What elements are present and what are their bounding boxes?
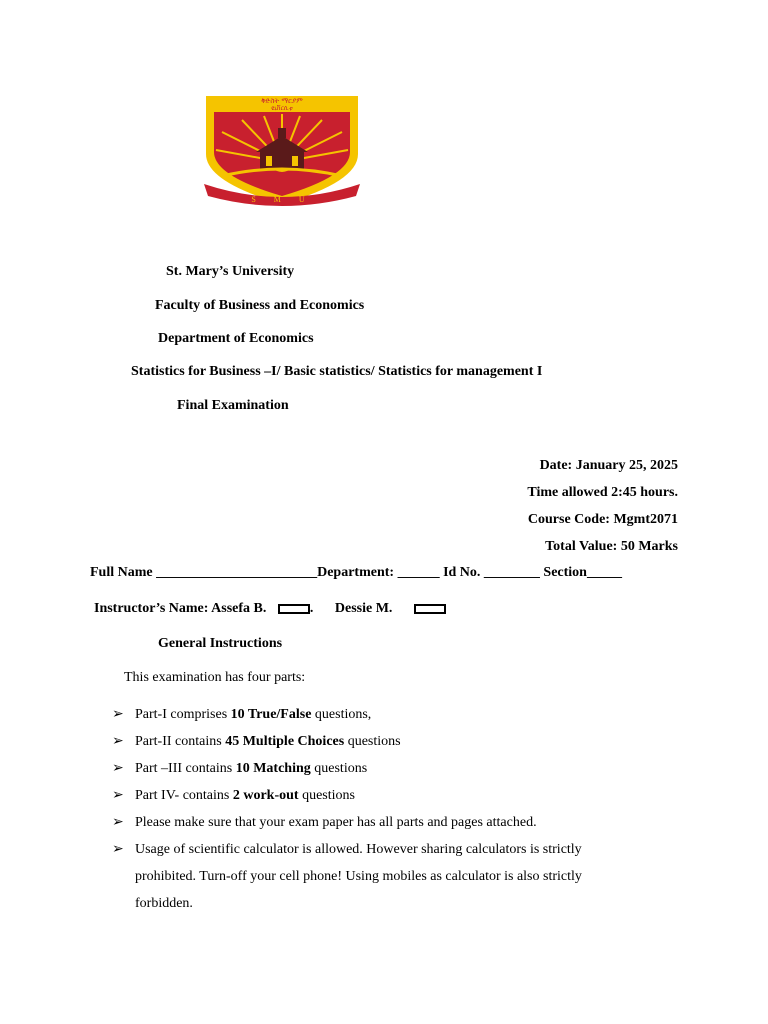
student-info-line: Full Name _______________________Department: ______ Id No. ________ Section_____ [90, 565, 622, 580]
course-title: Statistics for Business –I/ Basic statistics/ Statistics for management I [131, 364, 543, 379]
university-logo [202, 92, 362, 206]
arrow-bullet-icon: ➢ [112, 707, 124, 722]
instructor-checkbox-1[interactable] [278, 604, 310, 614]
instructor-line [94, 601, 446, 617]
arrow-bullet-icon: ➢ [112, 815, 124, 830]
arrow-bullet-icon: ➢ [112, 761, 124, 776]
list-item: ➢ Part-I comprises 10 True/False questions, [112, 701, 652, 728]
list-item: ➢ Part-II contains 45 Multiple Choices questions [112, 728, 652, 755]
list-item: ➢ Part IV- contains 2 work-out questions [112, 782, 652, 809]
instructor-dot: . [309, 601, 314, 616]
smu-crest-icon [202, 92, 362, 206]
arrow-bullet-icon: ➢ [112, 842, 124, 857]
logo-script-text: ቅድስት ማርያም [261, 97, 303, 105]
instructor-label: Instructor’s Name: Assefa B. [94, 601, 267, 616]
instructions-list [112, 701, 652, 917]
arrow-bullet-icon: ➢ [112, 734, 124, 749]
exam-title: Final Examination [177, 398, 289, 413]
instructor-second: Dessie M. [334, 601, 393, 616]
list-item: ➢ Please make sure that your exam paper has all parts and pages attached. [112, 809, 652, 836]
time-allowed: Time allowed 2:45 hours. [527, 485, 678, 500]
faculty-name: Faculty of Business and Economics [155, 298, 365, 313]
continuation-line: forbidden. [135, 896, 193, 911]
list-item: ➢ Part –III contains 10 Matching questions [112, 755, 652, 782]
instructions-intro: This examination has four parts: [124, 670, 306, 685]
list-item: ➢ Usage of scientific calculator is allowed. However sharing calculators is strictly prohibited. Turn-off your cell phone! Using mobiles as calculator is also strictly forbidden. [112, 836, 652, 917]
total-value: Total Value: 50 Marks [545, 539, 678, 554]
instructions-title: General Instructions [158, 636, 283, 651]
instructor-checkbox-2[interactable] [414, 604, 446, 614]
university-name: St. Mary’s University [166, 264, 295, 279]
course-code: Course Code: Mgmt2071 [527, 512, 678, 527]
logo-ribbon-text: S M U [251, 195, 313, 204]
continuation-line: prohibited. Turn-off your cell phone! Using mobiles as calculator is also strictly [135, 869, 582, 884]
arrow-bullet-icon: ➢ [112, 788, 124, 803]
exam-date: Date: January 25, 2025 [539, 458, 678, 473]
department-name: Department of Economics [158, 331, 314, 346]
svg-text:ዩኒቨርሲቲ: ዩኒቨርሲቲ [271, 105, 293, 112]
